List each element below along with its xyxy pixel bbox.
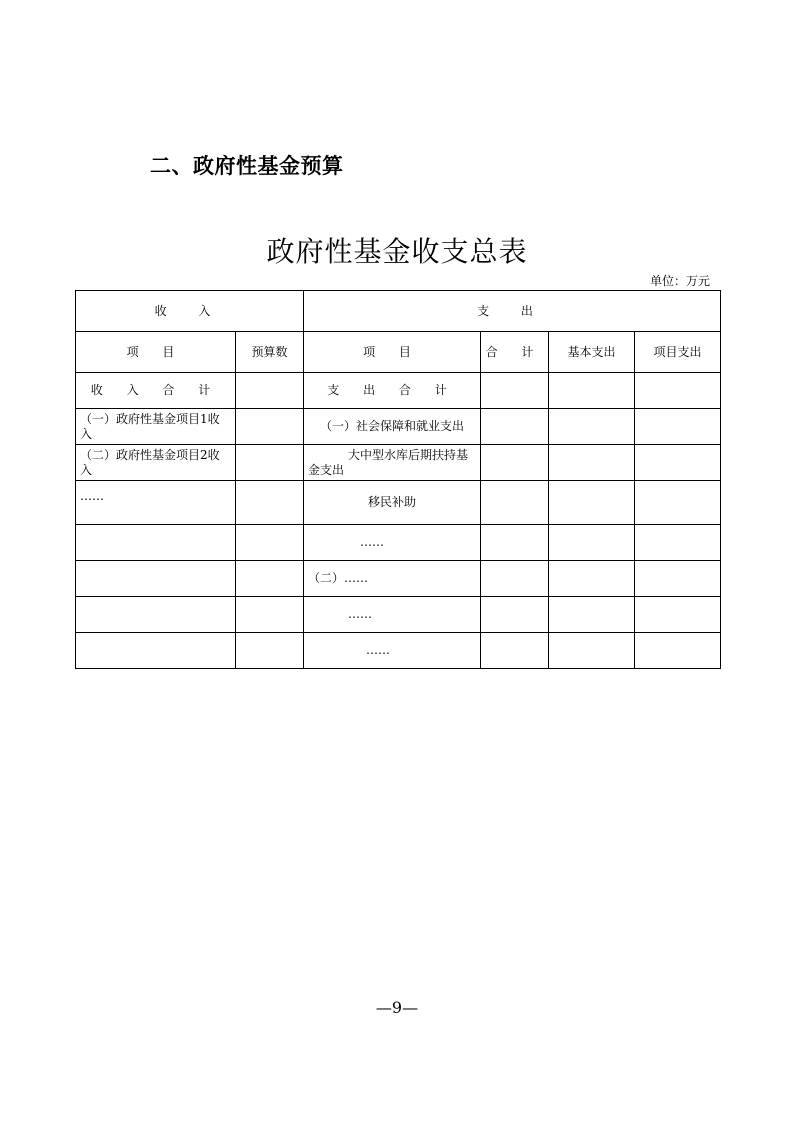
- expense-project-cell: [635, 633, 721, 669]
- expense-total-cell: [481, 633, 549, 669]
- income-budget-cell: [236, 481, 304, 525]
- expense-total-cell: [481, 373, 549, 409]
- income-item-header: 项 目: [76, 332, 236, 373]
- table-subheader-row: [76, 332, 721, 373]
- section-heading: 二、政府性基金预算: [150, 154, 344, 178]
- expense-project-cell: [635, 525, 721, 561]
- income-item-cell: [76, 597, 236, 633]
- expense-basic-cell: [549, 525, 635, 561]
- expense-header: 支 出: [304, 291, 721, 332]
- income-budget-cell: [236, 445, 304, 481]
- expense-project-cell: [635, 409, 721, 445]
- income-header: 收 入: [76, 291, 304, 332]
- income-budget-cell: [236, 409, 304, 445]
- expense-basic-cell: [549, 373, 635, 409]
- income-budget-cell: [236, 525, 304, 561]
- table-row: [76, 597, 721, 633]
- expense-item-cell: （一）社会保障和就业支出: [304, 409, 481, 445]
- expense-item-cell: （二）……: [304, 561, 481, 597]
- table-title: 政府性基金收支总表: [266, 235, 528, 268]
- table-row: [76, 561, 721, 597]
- income-item-cell: 收 入 合 计: [76, 373, 236, 409]
- expense-item-cell: ……: [304, 633, 481, 669]
- table-row: [76, 445, 721, 481]
- income-budget-header: 预算数: [236, 332, 304, 373]
- expense-total-cell: [481, 597, 549, 633]
- income-item-cell: （二）政府性基金项目2收入: [76, 445, 236, 481]
- expense-total-cell: [481, 481, 549, 525]
- income-budget-cell: [236, 561, 304, 597]
- unit-label: 单位：万元: [649, 274, 710, 288]
- income-item-cell: （一）政府性基金项目1收入: [76, 409, 236, 445]
- expense-item-cell: 移民补助: [304, 481, 481, 525]
- expense-project-cell: [635, 561, 721, 597]
- expense-project-cell: [635, 481, 721, 525]
- page-number: —9—: [375, 998, 419, 1017]
- expense-basic-cell: [549, 561, 635, 597]
- table-row: [76, 525, 721, 561]
- expense-basic-cell: [549, 633, 635, 669]
- table-row: [76, 481, 721, 525]
- expense-item-header: 项 目: [304, 332, 481, 373]
- table-row: [76, 633, 721, 669]
- expense-total-header: 合 计: [481, 332, 549, 373]
- income-budget-cell: [236, 633, 304, 669]
- expense-item-cell: 大中型水库后期扶持基金支出: [304, 445, 481, 481]
- expense-total-cell: [481, 445, 549, 481]
- expense-project-cell: [635, 597, 721, 633]
- expense-basic-cell: [549, 445, 635, 481]
- table-row: [76, 373, 721, 409]
- income-item-cell: [76, 561, 236, 597]
- expense-total-cell: [481, 561, 549, 597]
- income-item-cell: [76, 525, 236, 561]
- budget-table: [75, 290, 721, 669]
- table-header-row: [76, 291, 721, 332]
- expense-item-cell: ……: [304, 597, 481, 633]
- expense-total-cell: [481, 409, 549, 445]
- income-budget-cell: [236, 597, 304, 633]
- expense-basic-cell: [549, 409, 635, 445]
- income-item-cell: [76, 633, 236, 669]
- expense-project-cell: [635, 445, 721, 481]
- expense-basic-header: 基本支出: [549, 332, 635, 373]
- expense-total-cell: [481, 525, 549, 561]
- expense-item-cell: ……: [304, 525, 481, 561]
- expense-basic-cell: [549, 597, 635, 633]
- income-budget-cell: [236, 373, 304, 409]
- income-item-cell: ……: [76, 481, 236, 525]
- expense-project-cell: [635, 373, 721, 409]
- expense-item-cell: 支 出 合 计: [304, 373, 481, 409]
- expense-project-header: 项目支出: [635, 332, 721, 373]
- table-row: [76, 409, 721, 445]
- expense-basic-cell: [549, 481, 635, 525]
